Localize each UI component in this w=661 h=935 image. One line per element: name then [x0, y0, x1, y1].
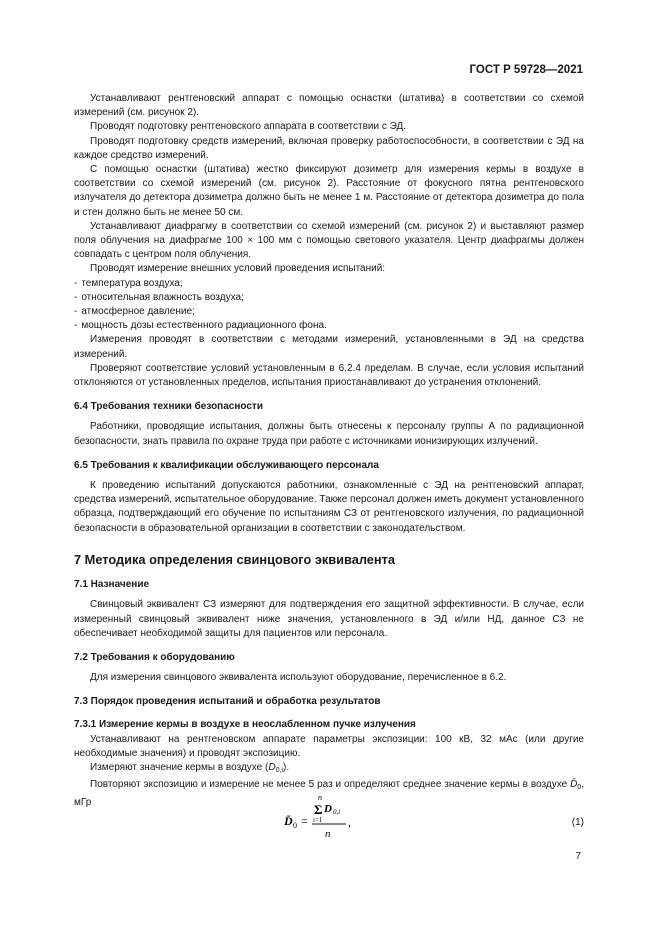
paragraph: Устанавливают диафрагму в соответствии со схемой измерений (см. рисунок 2) и выставляют размер поля облучения на диафрагме 100 × 100 мм с помощью светового указателя. Центр диафрагмы должен совпадать с центром поля облучения. — [74, 220, 584, 261]
formula-lower-limit: i=1 — [313, 816, 323, 824]
formula-number: (1) — [571, 817, 584, 828]
formula-equals: = — [301, 814, 308, 828]
paragraph: Работники, проводящие испытания, должны быть отнесены к персоналу группы А по радиационной безопасности, знать правила по охране труда при работе с источниками ионизирующих излучений. — [74, 421, 584, 447]
document-body — [74, 92, 584, 840]
page-number: 7 — [575, 851, 581, 862]
formula-denominator: n — [325, 828, 331, 840]
list-marker: - — [74, 291, 78, 303]
list-marker: - — [74, 320, 78, 332]
paragraph: Устанавливают на рентгеновском аппарате параметры экспозиции: 100 кВ, 32 мАс (или другие необходимые значения) и проводят экспозицию. — [74, 733, 584, 759]
paragraph: Повторяют экспозицию и измерение не менее 5 раз и определяют среднее значение кермы в воздухе $D̄_0$, мГр — [74, 779, 584, 808]
formula-term: D — [324, 803, 332, 815]
list-marker: - — [74, 306, 78, 318]
paragraph: Измеряют значение кермы в воздухе $(D_{0,i})$. — [90, 762, 290, 775]
paragraph: Измерения проводят в соответствии с методами измерений, установленными в ЭД на средства измерений. — [74, 334, 584, 360]
list-item: - мощность дозы естественного радиационного фона. — [74, 320, 327, 332]
paragraph: К проведению испытаний допускаются работники, ознакомленные с ЭД на рентгеновский аппарат, средства измерений, испытательное оборудование. Также персонал должен иметь документ установленного образца, подтверждающий его обучение по испытаниям СЗ от рентгеновского излучения, по радиационной безопасности в образовательной организации в соответствии с законодательством. — [74, 480, 584, 534]
paragraph: Проводят измерение внешних условий проведения испытаний: — [90, 263, 386, 275]
list-marker: - — [74, 277, 78, 289]
list-item: - атмосферное давление; — [74, 306, 195, 318]
paragraph: С помощью оснастки (штатива) жестко фиксируют дозиметр для измерения кермы в воздухе в соответствии со схемой измерений (см. рисунок 2). Расстояние от фокусного пятна рентгеновского излучателя до детектора дозиметра должно быть не менее 1 м. Расстояние от детектора дозиметра до пола и стен должно быть не менее 50 см. — [74, 164, 584, 218]
formula-expression — [282, 792, 442, 848]
paragraph: Проверяют соответствие условий установленным в 6.2.4 пределам. В случае, если условия испытаний отклоняются от установленных пределов, испытания приостанавливают до устранения отклонений. — [74, 362, 584, 389]
list-item: - температура воздуха; — [74, 277, 183, 289]
paragraph: Свинцовый эквивалент СЗ измеряют для подтверждения его защитной эффективности. В случае, если измеренный свинцовый эквивалент ниже значения, установленного в ЭД и/или НД, данное СЗ не обеспечивает необходимой защиты для пациентов или персонала. — [74, 599, 584, 639]
section-heading-6-5: 6.5 Требования к квалификации обслуживающего персонала — [74, 459, 379, 471]
list-item: - относительная влажность воздуха; — [74, 291, 244, 303]
standard-designation: ГОСТ Р 59728—2021 — [469, 64, 583, 76]
section-heading-6-4: 6.4 Требования техники безопасности — [74, 401, 263, 413]
formula-sum-sign: Σ — [314, 802, 323, 817]
formula-lhs: D̄ — [284, 814, 293, 828]
formula-upper-limit: n — [318, 793, 322, 802]
paragraph: Устанавливают рентгеновский аппарат с помощью оснастки (штатива) в соответствии со схемой измерений (см. рисунок 2). — [74, 93, 584, 119]
section-heading-7-3: 7.3 Порядок проведения испытаний и обработка результатов — [74, 696, 381, 708]
section-heading-7-2: 7.2 Требования к оборудованию — [74, 651, 235, 663]
section-heading-7: 7 Методика определения свинцового эквивалента — [74, 551, 396, 567]
formula-comma: , — [348, 815, 351, 829]
formula-term-sub: 0,i — [333, 808, 341, 816]
paragraph: Для измерения свинцового эквивалента используют оборудование, перечисленное в 6.2. — [90, 672, 507, 684]
formula-lhs-sub: 0 — [293, 821, 297, 830]
paragraph: Проводят подготовку средств измерений, включая проверку работоспособности, в соответствии с ЭД на каждое средство измерений. — [74, 135, 584, 161]
section-heading-7-3-1: 7.3.1 Измерение кермы в воздухе в неослабленном пучке излучения — [74, 718, 416, 730]
section-heading-7-1: 7.1 Назначение — [74, 579, 150, 591]
formula-1 — [74, 792, 584, 852]
paragraph: Проводят подготовку рентгеновского аппарата в соответствии с ЭД. — [90, 121, 407, 133]
